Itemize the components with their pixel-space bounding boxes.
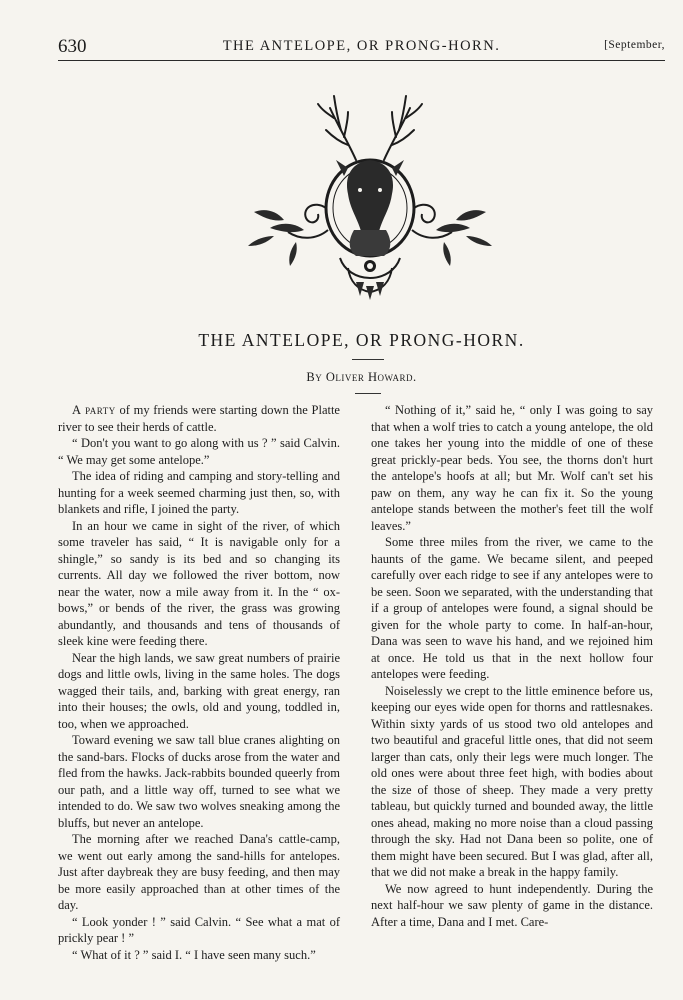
paragraph: Some three miles from the river, we came to the haunts of the game. We became silent, and peeped carefully over each ridge to see if any antelopes were to be seen. Soon we separated, with the understanding that if a group of antelopes were found, a signal should be given for the whole party to come. In half-an-hour, Dana was seen to wave his hand, and we rejoined him at once. He told us that in the next hollow four antelopes were feeding. — [371, 535, 653, 681]
paragraph: “ What of it ? ” said I. “ I have seen many such.” — [72, 947, 316, 962]
paragraph: The idea of riding and camping and story-telling and hunting for a week seemed charming just then, so, with blankets and rifle, I joined the party. — [58, 469, 340, 516]
title-rule — [352, 359, 384, 360]
paragraph: The morning after we reached Dana's cattle-camp, we went out early among the sand-hills for antelopes. Just after daybreak they are busy feeding, and then may be more easily approached than at other times of the day. — [58, 832, 340, 912]
running-title: THE ANTELOPE, OR PRONG-HORN. — [222, 38, 501, 54]
paragraph: Toward evening we saw tall blue cranes alighting on the sand-bars. Flocks of ducks arose from the water and fled from the hawks. Jack-rabbits bounded queerly from our path, and a little way off, turned to see what we intended to do. We saw two wolves sneaking among the bluffs, but never an antelope. — [58, 733, 340, 830]
lead-in: A party — [72, 403, 116, 417]
article-title: THE ANTELOPE, OR PRONG-HORN. — [198, 330, 525, 350]
page-number: 630 — [58, 36, 87, 57]
byline: By Oliver Howard. — [306, 370, 417, 384]
running-head — [58, 36, 665, 58]
running-month: [September, — [604, 39, 665, 51]
paragraph — [58, 402, 340, 435]
paragraph: In an hour we came in sight of the river, of which some traveler has said, “ It is navigable only for a shingle,” so sandy is its bed and so changing its currents. All day we followed the river bottom, now near the water, now a mile away from it. In the “ ox-bows,” or bends of the river, the grass was growing abundantly, and thousands and tens of thousands of sleek kine were feeding there. — [58, 518, 340, 648]
right-column — [371, 402, 653, 930]
paragraph: “ Nothing of it,” said he, “ only I was going to say that when a wolf tries to catch a young antelope, the old one takes her young into the middle of one of these great prickly-pear beds. You see, the thorns don't hurt the antelope's hoofs at all; but Mr. Wolf can't set his paw on them, any way he can fix it. So the young antelope stands between the mother's feet till the wolf leaves.” — [371, 403, 653, 533]
paragraph: Noiselessly we crept to the little eminence before us, keeping our eyes wide open for thorns and rattlesnakes. Within sixty yards of us stood two old antelopes and two beautiful and graceful little ones, that did not seem larger than cats, only their legs were much longer. The old ones were about three feet high, with bodies about the size of those of sheep. They made a very pretty tableau, but quickly turned and bounded away, the little ones ahead, making no more noise than a cloud passing through the sky. Had not Dana been so polite, one of them might have been secured. But I was glad, after all, that we did not make a break in the happy family. — [371, 683, 653, 879]
header-rule — [58, 60, 665, 61]
left-column — [58, 402, 340, 963]
paragraph: We now agreed to hunt independently. During the next half-hour we saw plenty of game in the distance. After a time, Dana and I met. Care- — [371, 881, 653, 929]
paragraph: “ Look yonder ! ” said Calvin. “ See what a mat of prickly pear ! ” — [58, 914, 340, 945]
paragraph: Near the high lands, we saw great numbers of prairie dogs and little owls, living in the same holes. The dogs wagged their tails, and, barking with great energy, ran into their houses; the owls, old and young, toddled in, too, when we approached. — [58, 650, 340, 731]
paragraph: “ Don't you want to go along with us ? ” said Calvin. “ We may get some antelope.” — [58, 436, 340, 467]
paragraph-text: of my friends were starting down the Platte river to see their herds of cattle. — [58, 403, 340, 434]
byline-rule — [355, 393, 381, 394]
stag-head-medallion-icon — [244, 90, 496, 302]
